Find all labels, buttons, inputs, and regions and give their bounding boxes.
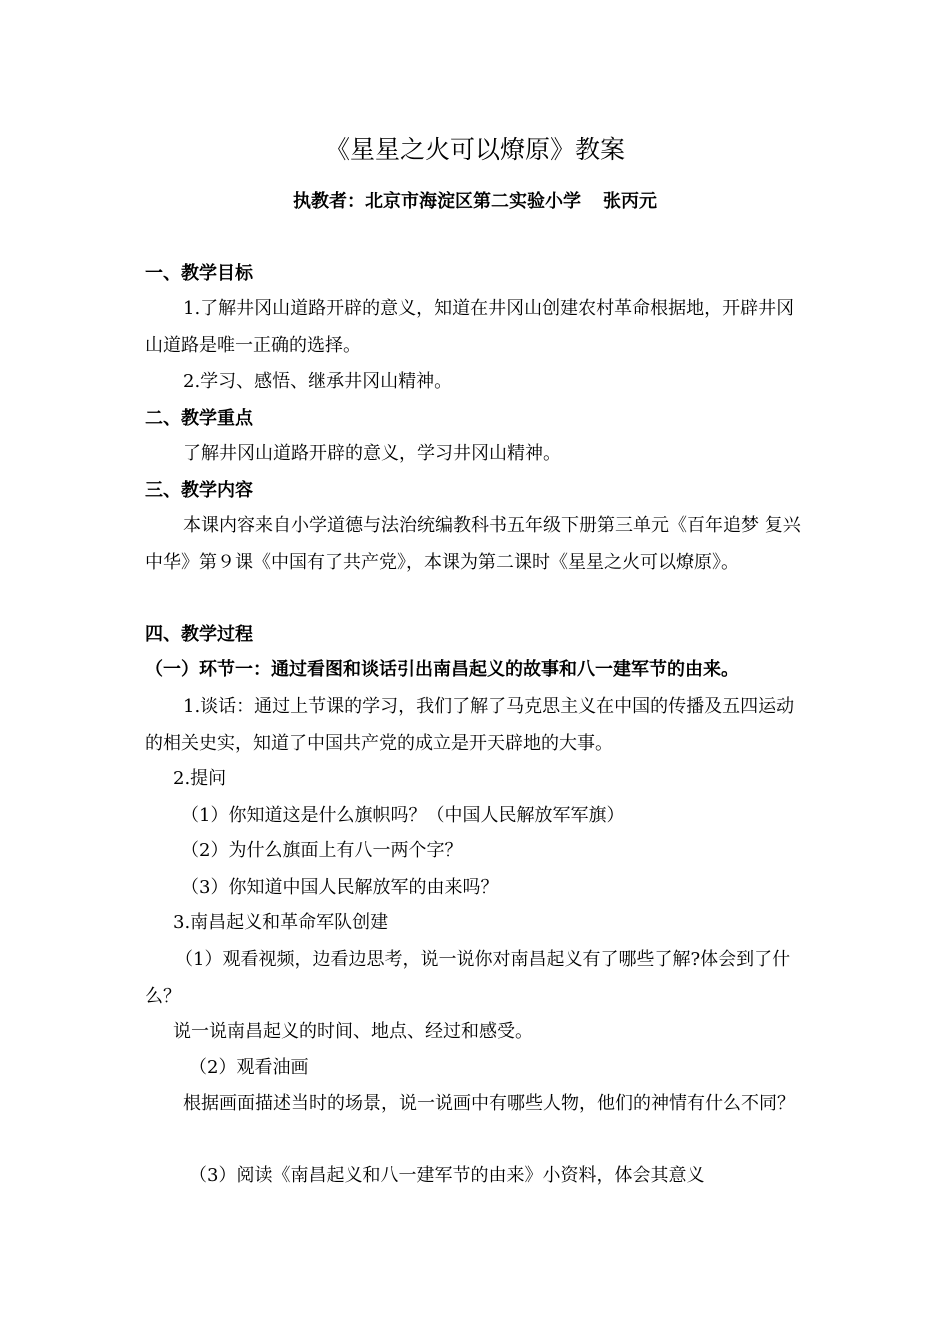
goal-paragraph: 2.学习、感悟、继承井冈山精神。: [183, 371, 453, 392]
author-school: 执教者：北京市海淀区第二实验小学: [293, 191, 581, 212]
ask-item: （2）为什么旗面上有八一两个字？: [181, 840, 463, 861]
nanchang-note: 根据画面描述当时的场景，说一说画中有哪些人物，他们的神情有什么不同？: [183, 1093, 795, 1114]
nanchang-note: 说一说南昌起义的时间、地点、经过和感受。: [173, 1021, 533, 1042]
key-point-paragraph: 了解井冈山道路开辟的意义，学习井冈山精神。: [183, 443, 561, 464]
nanchang-item: （3）阅读《南昌起义和八一建军节的由来》小资料，体会其意义: [189, 1165, 705, 1186]
ask-item: （3）你知道中国人民解放军的由来吗？: [181, 877, 499, 898]
section-heading-key-point: 二、教学重点: [145, 408, 253, 429]
section-heading-content: 三、教学内容: [145, 480, 253, 501]
author-teacher: 张丙元: [603, 191, 657, 212]
section-heading-process: 四、教学过程: [145, 624, 253, 645]
nanchang-title: 3.南昌起义和革命军队创建: [173, 912, 389, 933]
content-paragraph: 本课内容来自小学道德与法治统编教科书五年级下册第三单元《百年追梦 复兴中华》第９课《中国有了共产党》，本课为第二课时《星星之火可以燎原》。: [145, 515, 801, 573]
author-line: [0, 188, 950, 216]
nanchang-item: （1）观看视频，边看边思考，说一说你对南昌起义有了哪些了解?体会到了什么？: [145, 949, 791, 1007]
ask-title: 2.提问: [173, 768, 227, 789]
goal-paragraph: 1.了解井冈山道路开辟的意义，知道在井冈山创建农村革命根据地，开辟井冈山道路是唯一正确的选择。: [145, 298, 795, 356]
talk-paragraph: 1.谈话：通过上节课的学习，我们了解了马克思主义在中国的传播及五四运动的相关史实，知道了中国共产党的成立是开天辟地的大事。: [145, 696, 795, 754]
section-heading-goals: 一、教学目标: [145, 263, 253, 284]
step1-heading: （一）环节一：通过看图和谈话引出南昌起义的故事和八一建军节的由来。: [145, 659, 739, 680]
nanchang-item: （2）观看油画: [189, 1057, 309, 1078]
ask-item: （1）你知道这是什么旗帜吗？（中国人民解放军军旗）: [181, 805, 625, 826]
document-title: 《星星之火可以燎原》教案: [324, 135, 625, 164]
